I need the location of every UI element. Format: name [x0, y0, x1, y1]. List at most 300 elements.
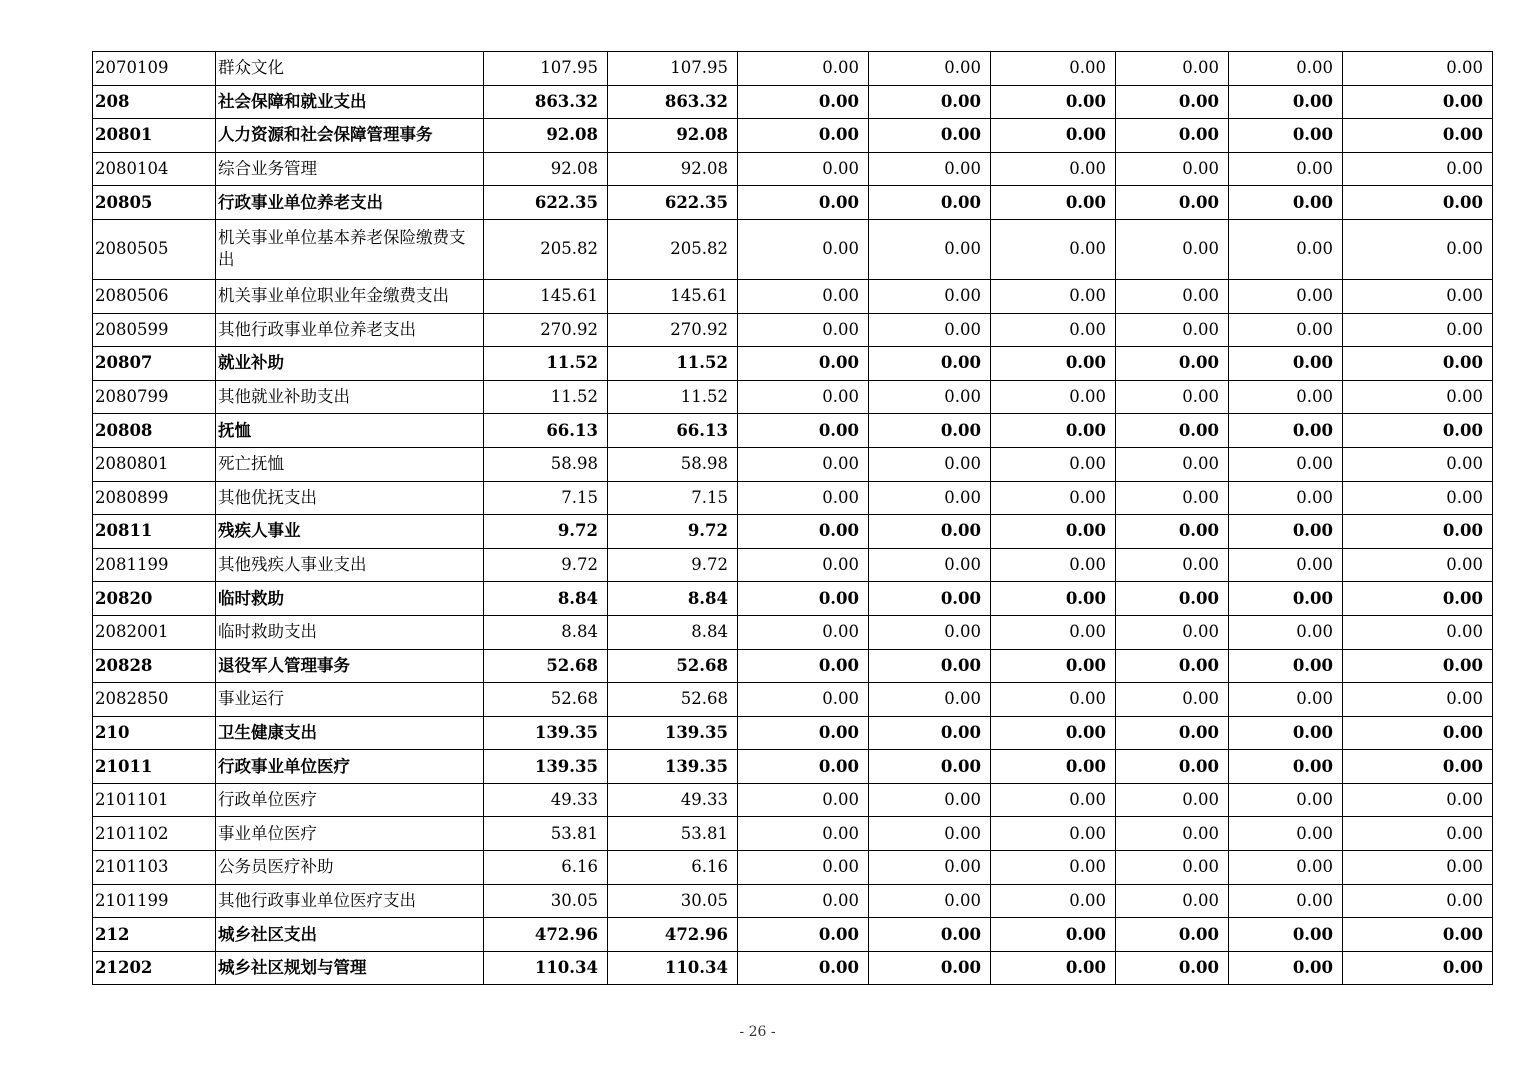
amount-cell: 270.92	[608, 313, 738, 347]
amount-cell: 0.00	[991, 750, 1116, 784]
amount-cell: 8.84	[608, 582, 738, 616]
amount-cell: 0.00	[738, 52, 869, 86]
amount-cell: 0.00	[738, 683, 869, 717]
amount-cell: 0.00	[869, 119, 991, 153]
account-code-cell: 212	[93, 918, 216, 952]
account-code-cell: 210	[93, 716, 216, 750]
amount-cell: 0.00	[869, 851, 991, 885]
amount-cell: 0.00	[991, 615, 1116, 649]
amount-cell: 139.35	[484, 750, 608, 784]
account-code-cell: 208	[93, 85, 216, 119]
amount-cell: 92.08	[608, 152, 738, 186]
account-name-cell: 其他残疾人事业支出	[216, 548, 484, 582]
amount-cell: 52.68	[608, 683, 738, 717]
amount-cell: 0.00	[738, 219, 869, 279]
amount-cell: 49.33	[608, 783, 738, 817]
account-name-cell: 机关事业单位职业年金缴费支出	[216, 279, 484, 313]
amount-cell: 139.35	[608, 750, 738, 784]
amount-cell: 0.00	[1116, 817, 1229, 851]
amount-cell: 0.00	[1229, 716, 1343, 750]
table-row	[93, 548, 1493, 582]
amount-cell: 0.00	[1229, 279, 1343, 313]
amount-cell: 0.00	[1343, 716, 1493, 750]
account-code-cell: 20811	[93, 515, 216, 549]
table-row	[93, 219, 1493, 279]
amount-cell: 0.00	[738, 279, 869, 313]
amount-cell: 0.00	[738, 548, 869, 582]
amount-cell: 0.00	[1343, 615, 1493, 649]
amount-cell: 0.00	[869, 918, 991, 952]
table-row	[93, 582, 1493, 616]
amount-cell: 92.08	[608, 119, 738, 153]
table-row	[93, 414, 1493, 448]
table-row	[93, 313, 1493, 347]
amount-cell: 58.98	[484, 447, 608, 481]
amount-cell: 0.00	[1116, 380, 1229, 414]
amount-cell: 0.00	[1229, 186, 1343, 220]
amount-cell: 0.00	[1116, 783, 1229, 817]
table-row	[93, 380, 1493, 414]
amount-cell: 0.00	[1116, 414, 1229, 448]
amount-cell: 0.00	[1229, 548, 1343, 582]
amount-cell: 0.00	[738, 186, 869, 220]
account-code-cell: 2101101	[93, 783, 216, 817]
amount-cell: 270.92	[484, 313, 608, 347]
amount-cell: 0.00	[1116, 313, 1229, 347]
amount-cell: 0.00	[1229, 313, 1343, 347]
account-code-cell: 20801	[93, 119, 216, 153]
amount-cell: 0.00	[1116, 85, 1229, 119]
amount-cell: 7.15	[484, 481, 608, 515]
account-code-cell: 2080505	[93, 219, 216, 279]
amount-cell: 622.35	[484, 186, 608, 220]
amount-cell: 0.00	[1343, 347, 1493, 381]
amount-cell: 0.00	[738, 716, 869, 750]
amount-cell: 0.00	[1116, 152, 1229, 186]
amount-cell: 0.00	[738, 380, 869, 414]
amount-cell: 30.05	[608, 884, 738, 918]
amount-cell: 0.00	[991, 582, 1116, 616]
amount-cell: 107.95	[484, 52, 608, 86]
account-name-cell: 死亡抚恤	[216, 447, 484, 481]
account-code-cell: 21011	[93, 750, 216, 784]
amount-cell: 205.82	[608, 219, 738, 279]
amount-cell: 0.00	[1229, 750, 1343, 784]
amount-cell: 0.00	[869, 447, 991, 481]
amount-cell: 11.52	[608, 380, 738, 414]
amount-cell: 9.72	[484, 515, 608, 549]
amount-cell: 0.00	[991, 447, 1116, 481]
amount-cell: 145.61	[484, 279, 608, 313]
amount-cell: 0.00	[1229, 851, 1343, 885]
amount-cell: 0.00	[1229, 219, 1343, 279]
amount-cell: 0.00	[1343, 52, 1493, 86]
amount-cell: 0.00	[1343, 649, 1493, 683]
amount-cell: 0.00	[1343, 481, 1493, 515]
amount-cell: 0.00	[991, 380, 1116, 414]
amount-cell: 107.95	[608, 52, 738, 86]
account-name-cell: 社会保障和就业支出	[216, 85, 484, 119]
account-name-cell: 人力资源和社会保障管理事务	[216, 119, 484, 153]
amount-cell: 0.00	[991, 716, 1116, 750]
amount-cell: 0.00	[869, 52, 991, 86]
amount-cell: 139.35	[484, 716, 608, 750]
amount-cell: 0.00	[738, 750, 869, 784]
amount-cell: 0.00	[869, 783, 991, 817]
amount-cell: 0.00	[1229, 683, 1343, 717]
amount-cell: 0.00	[869, 548, 991, 582]
amount-cell: 0.00	[1229, 582, 1343, 616]
amount-cell: 9.72	[484, 548, 608, 582]
amount-cell: 0.00	[991, 119, 1116, 153]
amount-cell: 0.00	[991, 152, 1116, 186]
amount-cell: 92.08	[484, 152, 608, 186]
amount-cell: 0.00	[1229, 783, 1343, 817]
account-name-cell: 临时救助支出	[216, 615, 484, 649]
account-name-cell: 行政单位医疗	[216, 783, 484, 817]
amount-cell: 0.00	[1229, 951, 1343, 985]
account-code-cell: 21202	[93, 951, 216, 985]
amount-cell: 0.00	[1343, 817, 1493, 851]
amount-cell: 0.00	[991, 884, 1116, 918]
amount-cell: 0.00	[738, 615, 869, 649]
amount-cell: 0.00	[1343, 313, 1493, 347]
table-row	[93, 615, 1493, 649]
account-code-cell: 2080799	[93, 380, 216, 414]
amount-cell: 0.00	[1116, 219, 1229, 279]
amount-cell: 0.00	[991, 951, 1116, 985]
table-row	[93, 884, 1493, 918]
account-code-cell: 2101103	[93, 851, 216, 885]
amount-cell: 52.68	[608, 649, 738, 683]
account-code-cell: 2080104	[93, 152, 216, 186]
table-row	[93, 750, 1493, 784]
account-name-cell: 行政事业单位医疗	[216, 750, 484, 784]
amount-cell: 0.00	[738, 582, 869, 616]
amount-cell: 0.00	[1116, 683, 1229, 717]
account-name-cell: 就业补助	[216, 347, 484, 381]
amount-cell: 0.00	[1116, 750, 1229, 784]
amount-cell: 0.00	[738, 851, 869, 885]
amount-cell: 0.00	[1229, 447, 1343, 481]
amount-cell: 0.00	[1229, 152, 1343, 186]
account-name-cell: 残疾人事业	[216, 515, 484, 549]
amount-cell: 0.00	[869, 683, 991, 717]
amount-cell: 0.00	[1116, 649, 1229, 683]
account-code-cell: 20807	[93, 347, 216, 381]
account-code-cell: 2081199	[93, 548, 216, 582]
amount-cell: 0.00	[1116, 918, 1229, 952]
account-code-cell: 20808	[93, 414, 216, 448]
amount-cell: 0.00	[991, 783, 1116, 817]
amount-cell: 11.52	[484, 347, 608, 381]
amount-cell: 6.16	[608, 851, 738, 885]
amount-cell: 9.72	[608, 548, 738, 582]
amount-cell: 0.00	[1229, 119, 1343, 153]
table-row	[93, 649, 1493, 683]
account-code-cell: 2101199	[93, 884, 216, 918]
amount-cell: 0.00	[869, 750, 991, 784]
amount-cell: 0.00	[1343, 414, 1493, 448]
account-name-cell: 临时救助	[216, 582, 484, 616]
amount-cell: 0.00	[1229, 918, 1343, 952]
amount-cell: 0.00	[1343, 515, 1493, 549]
account-code-cell: 20828	[93, 649, 216, 683]
amount-cell: 205.82	[484, 219, 608, 279]
amount-cell: 0.00	[1116, 851, 1229, 885]
amount-cell: 0.00	[991, 313, 1116, 347]
amount-cell: 0.00	[1116, 716, 1229, 750]
amount-cell: 0.00	[1116, 884, 1229, 918]
amount-cell: 0.00	[991, 817, 1116, 851]
amount-cell: 0.00	[1116, 186, 1229, 220]
amount-cell: 0.00	[1343, 750, 1493, 784]
amount-cell: 0.00	[1343, 152, 1493, 186]
amount-cell: 0.00	[869, 884, 991, 918]
account-name-cell: 群众文化	[216, 52, 484, 86]
amount-cell: 0.00	[738, 447, 869, 481]
table-row	[93, 186, 1493, 220]
amount-cell: 0.00	[738, 884, 869, 918]
amount-cell: 0.00	[1343, 85, 1493, 119]
amount-cell: 0.00	[869, 481, 991, 515]
amount-cell: 0.00	[1116, 279, 1229, 313]
amount-cell: 0.00	[1229, 884, 1343, 918]
amount-cell: 0.00	[738, 783, 869, 817]
amount-cell: 0.00	[1343, 548, 1493, 582]
amount-cell: 0.00	[991, 515, 1116, 549]
amount-cell: 0.00	[991, 219, 1116, 279]
amount-cell: 0.00	[991, 481, 1116, 515]
amount-cell: 8.84	[484, 615, 608, 649]
amount-cell: 863.32	[484, 85, 608, 119]
amount-cell: 0.00	[1229, 817, 1343, 851]
amount-cell: 58.98	[608, 447, 738, 481]
amount-cell: 0.00	[991, 186, 1116, 220]
amount-cell: 0.00	[1229, 481, 1343, 515]
amount-cell: 0.00	[1343, 884, 1493, 918]
amount-cell: 0.00	[991, 649, 1116, 683]
amount-cell: 0.00	[991, 279, 1116, 313]
account-name-cell: 机关事业单位基本养老保险缴费支出	[216, 219, 484, 279]
account-name-cell: 事业运行	[216, 683, 484, 717]
amount-cell: 0.00	[991, 683, 1116, 717]
amount-cell: 0.00	[1116, 347, 1229, 381]
amount-cell: 0.00	[1229, 414, 1343, 448]
amount-cell: 0.00	[869, 515, 991, 549]
table-row	[93, 817, 1493, 851]
amount-cell: 0.00	[738, 152, 869, 186]
amount-cell: 0.00	[1343, 380, 1493, 414]
amount-cell: 53.81	[484, 817, 608, 851]
amount-cell: 622.35	[608, 186, 738, 220]
amount-cell: 0.00	[1116, 615, 1229, 649]
amount-cell: 0.00	[1343, 918, 1493, 952]
account-name-cell: 综合业务管理	[216, 152, 484, 186]
amount-cell: 8.84	[484, 582, 608, 616]
account-code-cell: 20805	[93, 186, 216, 220]
account-name-cell: 城乡社区规划与管理	[216, 951, 484, 985]
amount-cell: 0.00	[869, 313, 991, 347]
amount-cell: 0.00	[869, 649, 991, 683]
amount-cell: 0.00	[991, 52, 1116, 86]
table-row	[93, 515, 1493, 549]
amount-cell: 0.00	[1116, 481, 1229, 515]
amount-cell: 0.00	[1116, 119, 1229, 153]
amount-cell: 0.00	[1343, 219, 1493, 279]
amount-cell: 52.68	[484, 683, 608, 717]
amount-cell: 0.00	[738, 817, 869, 851]
account-code-cell: 2080599	[93, 313, 216, 347]
account-code-cell: 2080899	[93, 481, 216, 515]
table-row	[93, 52, 1493, 86]
amount-cell: 7.15	[608, 481, 738, 515]
amount-cell: 0.00	[869, 279, 991, 313]
amount-cell: 0.00	[869, 380, 991, 414]
table-row	[93, 481, 1493, 515]
amount-cell: 6.16	[484, 851, 608, 885]
amount-cell: 53.81	[608, 817, 738, 851]
account-code-cell: 2070109	[93, 52, 216, 86]
table-row	[93, 347, 1493, 381]
amount-cell: 30.05	[484, 884, 608, 918]
account-name-cell: 其他优抚支出	[216, 481, 484, 515]
amount-cell: 0.00	[738, 515, 869, 549]
account-name-cell: 城乡社区支出	[216, 918, 484, 952]
account-name-cell: 卫生健康支出	[216, 716, 484, 750]
amount-cell: 0.00	[738, 481, 869, 515]
amount-cell: 0.00	[738, 347, 869, 381]
amount-cell: 49.33	[484, 783, 608, 817]
amount-cell: 0.00	[869, 347, 991, 381]
amount-cell: 0.00	[869, 615, 991, 649]
amount-cell: 52.68	[484, 649, 608, 683]
amount-cell: 0.00	[1229, 85, 1343, 119]
account-code-cell: 2080506	[93, 279, 216, 313]
account-code-cell: 20820	[93, 582, 216, 616]
amount-cell: 11.52	[608, 347, 738, 381]
amount-cell: 0.00	[869, 219, 991, 279]
amount-cell: 0.00	[1343, 186, 1493, 220]
table-row	[93, 119, 1493, 153]
amount-cell: 0.00	[738, 119, 869, 153]
amount-cell: 0.00	[869, 186, 991, 220]
amount-cell: 0.00	[738, 649, 869, 683]
amount-cell: 0.00	[738, 414, 869, 448]
account-name-cell: 其他行政事业单位养老支出	[216, 313, 484, 347]
account-name-cell: 其他行政事业单位医疗支出	[216, 884, 484, 918]
amount-cell: 0.00	[991, 347, 1116, 381]
amount-cell: 0.00	[1229, 515, 1343, 549]
amount-cell: 0.00	[991, 548, 1116, 582]
amount-cell: 9.72	[608, 515, 738, 549]
amount-cell: 110.34	[484, 951, 608, 985]
amount-cell: 0.00	[991, 414, 1116, 448]
amount-cell: 863.32	[608, 85, 738, 119]
table-row	[93, 918, 1493, 952]
account-name-cell: 退役军人管理事务	[216, 649, 484, 683]
page-number: - 26 -	[739, 1024, 776, 1040]
table-row	[93, 716, 1493, 750]
amount-cell: 0.00	[1343, 119, 1493, 153]
amount-cell: 0.00	[991, 851, 1116, 885]
account-code-cell: 2082850	[93, 683, 216, 717]
amount-cell: 472.96	[484, 918, 608, 952]
amount-cell: 0.00	[869, 817, 991, 851]
table-body	[93, 52, 1493, 985]
amount-cell: 0.00	[1116, 548, 1229, 582]
table-row	[93, 683, 1493, 717]
amount-cell: 0.00	[1343, 783, 1493, 817]
budget-table	[92, 51, 1493, 985]
amount-cell: 0.00	[869, 85, 991, 119]
account-name-cell: 抚恤	[216, 414, 484, 448]
amount-cell: 0.00	[1343, 447, 1493, 481]
account-name-cell: 事业单位医疗	[216, 817, 484, 851]
amount-cell: 0.00	[1343, 851, 1493, 885]
amount-cell: 0.00	[1116, 951, 1229, 985]
amount-cell: 0.00	[1116, 52, 1229, 86]
account-name-cell: 行政事业单位养老支出	[216, 186, 484, 220]
amount-cell: 0.00	[869, 152, 991, 186]
amount-cell: 66.13	[484, 414, 608, 448]
amount-cell: 0.00	[738, 951, 869, 985]
amount-cell: 0.00	[738, 918, 869, 952]
amount-cell: 0.00	[1229, 615, 1343, 649]
amount-cell: 0.00	[1343, 683, 1493, 717]
amount-cell: 0.00	[1116, 582, 1229, 616]
amount-cell: 0.00	[991, 918, 1116, 952]
amount-cell: 0.00	[869, 716, 991, 750]
amount-cell: 8.84	[608, 615, 738, 649]
amount-cell: 0.00	[1229, 380, 1343, 414]
account-code-cell: 2101102	[93, 817, 216, 851]
table-row	[93, 951, 1493, 985]
amount-cell: 145.61	[608, 279, 738, 313]
table-row	[93, 447, 1493, 481]
amount-cell: 92.08	[484, 119, 608, 153]
account-code-cell: 2080801	[93, 447, 216, 481]
table-row	[93, 851, 1493, 885]
table-row	[93, 152, 1493, 186]
account-name-cell: 其他就业补助支出	[216, 380, 484, 414]
table-row	[93, 783, 1493, 817]
amount-cell: 0.00	[738, 313, 869, 347]
amount-cell: 0.00	[1343, 951, 1493, 985]
amount-cell: 0.00	[869, 414, 991, 448]
amount-cell: 0.00	[1116, 515, 1229, 549]
table-row	[93, 279, 1493, 313]
amount-cell: 66.13	[608, 414, 738, 448]
amount-cell: 0.00	[869, 582, 991, 616]
amount-cell: 0.00	[1229, 347, 1343, 381]
amount-cell: 0.00	[1343, 582, 1493, 616]
amount-cell: 110.34	[608, 951, 738, 985]
amount-cell: 0.00	[1343, 279, 1493, 313]
amount-cell: 0.00	[1229, 52, 1343, 86]
account-code-cell: 2082001	[93, 615, 216, 649]
amount-cell: 139.35	[608, 716, 738, 750]
amount-cell: 0.00	[1116, 447, 1229, 481]
amount-cell: 11.52	[484, 380, 608, 414]
amount-cell: 472.96	[608, 918, 738, 952]
amount-cell: 0.00	[869, 951, 991, 985]
amount-cell: 0.00	[1229, 649, 1343, 683]
amount-cell: 0.00	[738, 85, 869, 119]
table-row	[93, 85, 1493, 119]
amount-cell: 0.00	[991, 85, 1116, 119]
account-name-cell: 公务员医疗补助	[216, 851, 484, 885]
